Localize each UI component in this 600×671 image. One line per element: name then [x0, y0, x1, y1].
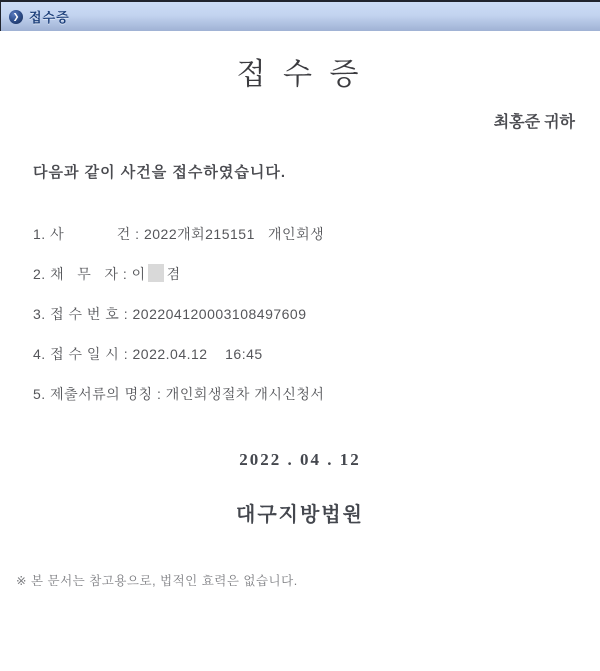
recipient-line: 최홍준 귀하	[493, 114, 575, 131]
debtor-line	[33, 264, 600, 284]
debtor-label: 2. 채 무 자 : 이	[33, 266, 146, 282]
case-number-line: 1. 사 건 : 2022개회215151 개인회생	[33, 226, 325, 242]
receipt-document	[0, 57, 600, 589]
titlebar-title: 접수증	[29, 10, 70, 25]
disclaimer-footnote: ※ 본 문서는 참고용으로, 법적인 효력은 없습니다.	[16, 574, 298, 588]
titlebar	[0, 0, 600, 31]
debtor-name-suffix: 겸	[166, 266, 181, 282]
issue-date: 2022 . 04 . 12	[239, 450, 361, 469]
document-title: 접 수 증	[236, 58, 364, 91]
submitted-document-line: 5. 제출서류의 명칭 : 개인회생절차 개시신청서	[33, 386, 325, 402]
redaction-box	[148, 264, 164, 282]
chevron-circle-icon: ❯	[9, 10, 23, 24]
court-name: 대구지방법원	[236, 504, 364, 526]
receipt-datetime-line: 4. 접 수 일 시 : 2022.04.12 16:45	[33, 346, 263, 362]
intro-sentence: 다음과 같이 사건을 접수하였습니다.	[33, 164, 287, 181]
case-detail-list	[33, 224, 600, 404]
receipt-number-line: 3. 접 수 번 호 : 202204120003108497609	[33, 306, 307, 322]
